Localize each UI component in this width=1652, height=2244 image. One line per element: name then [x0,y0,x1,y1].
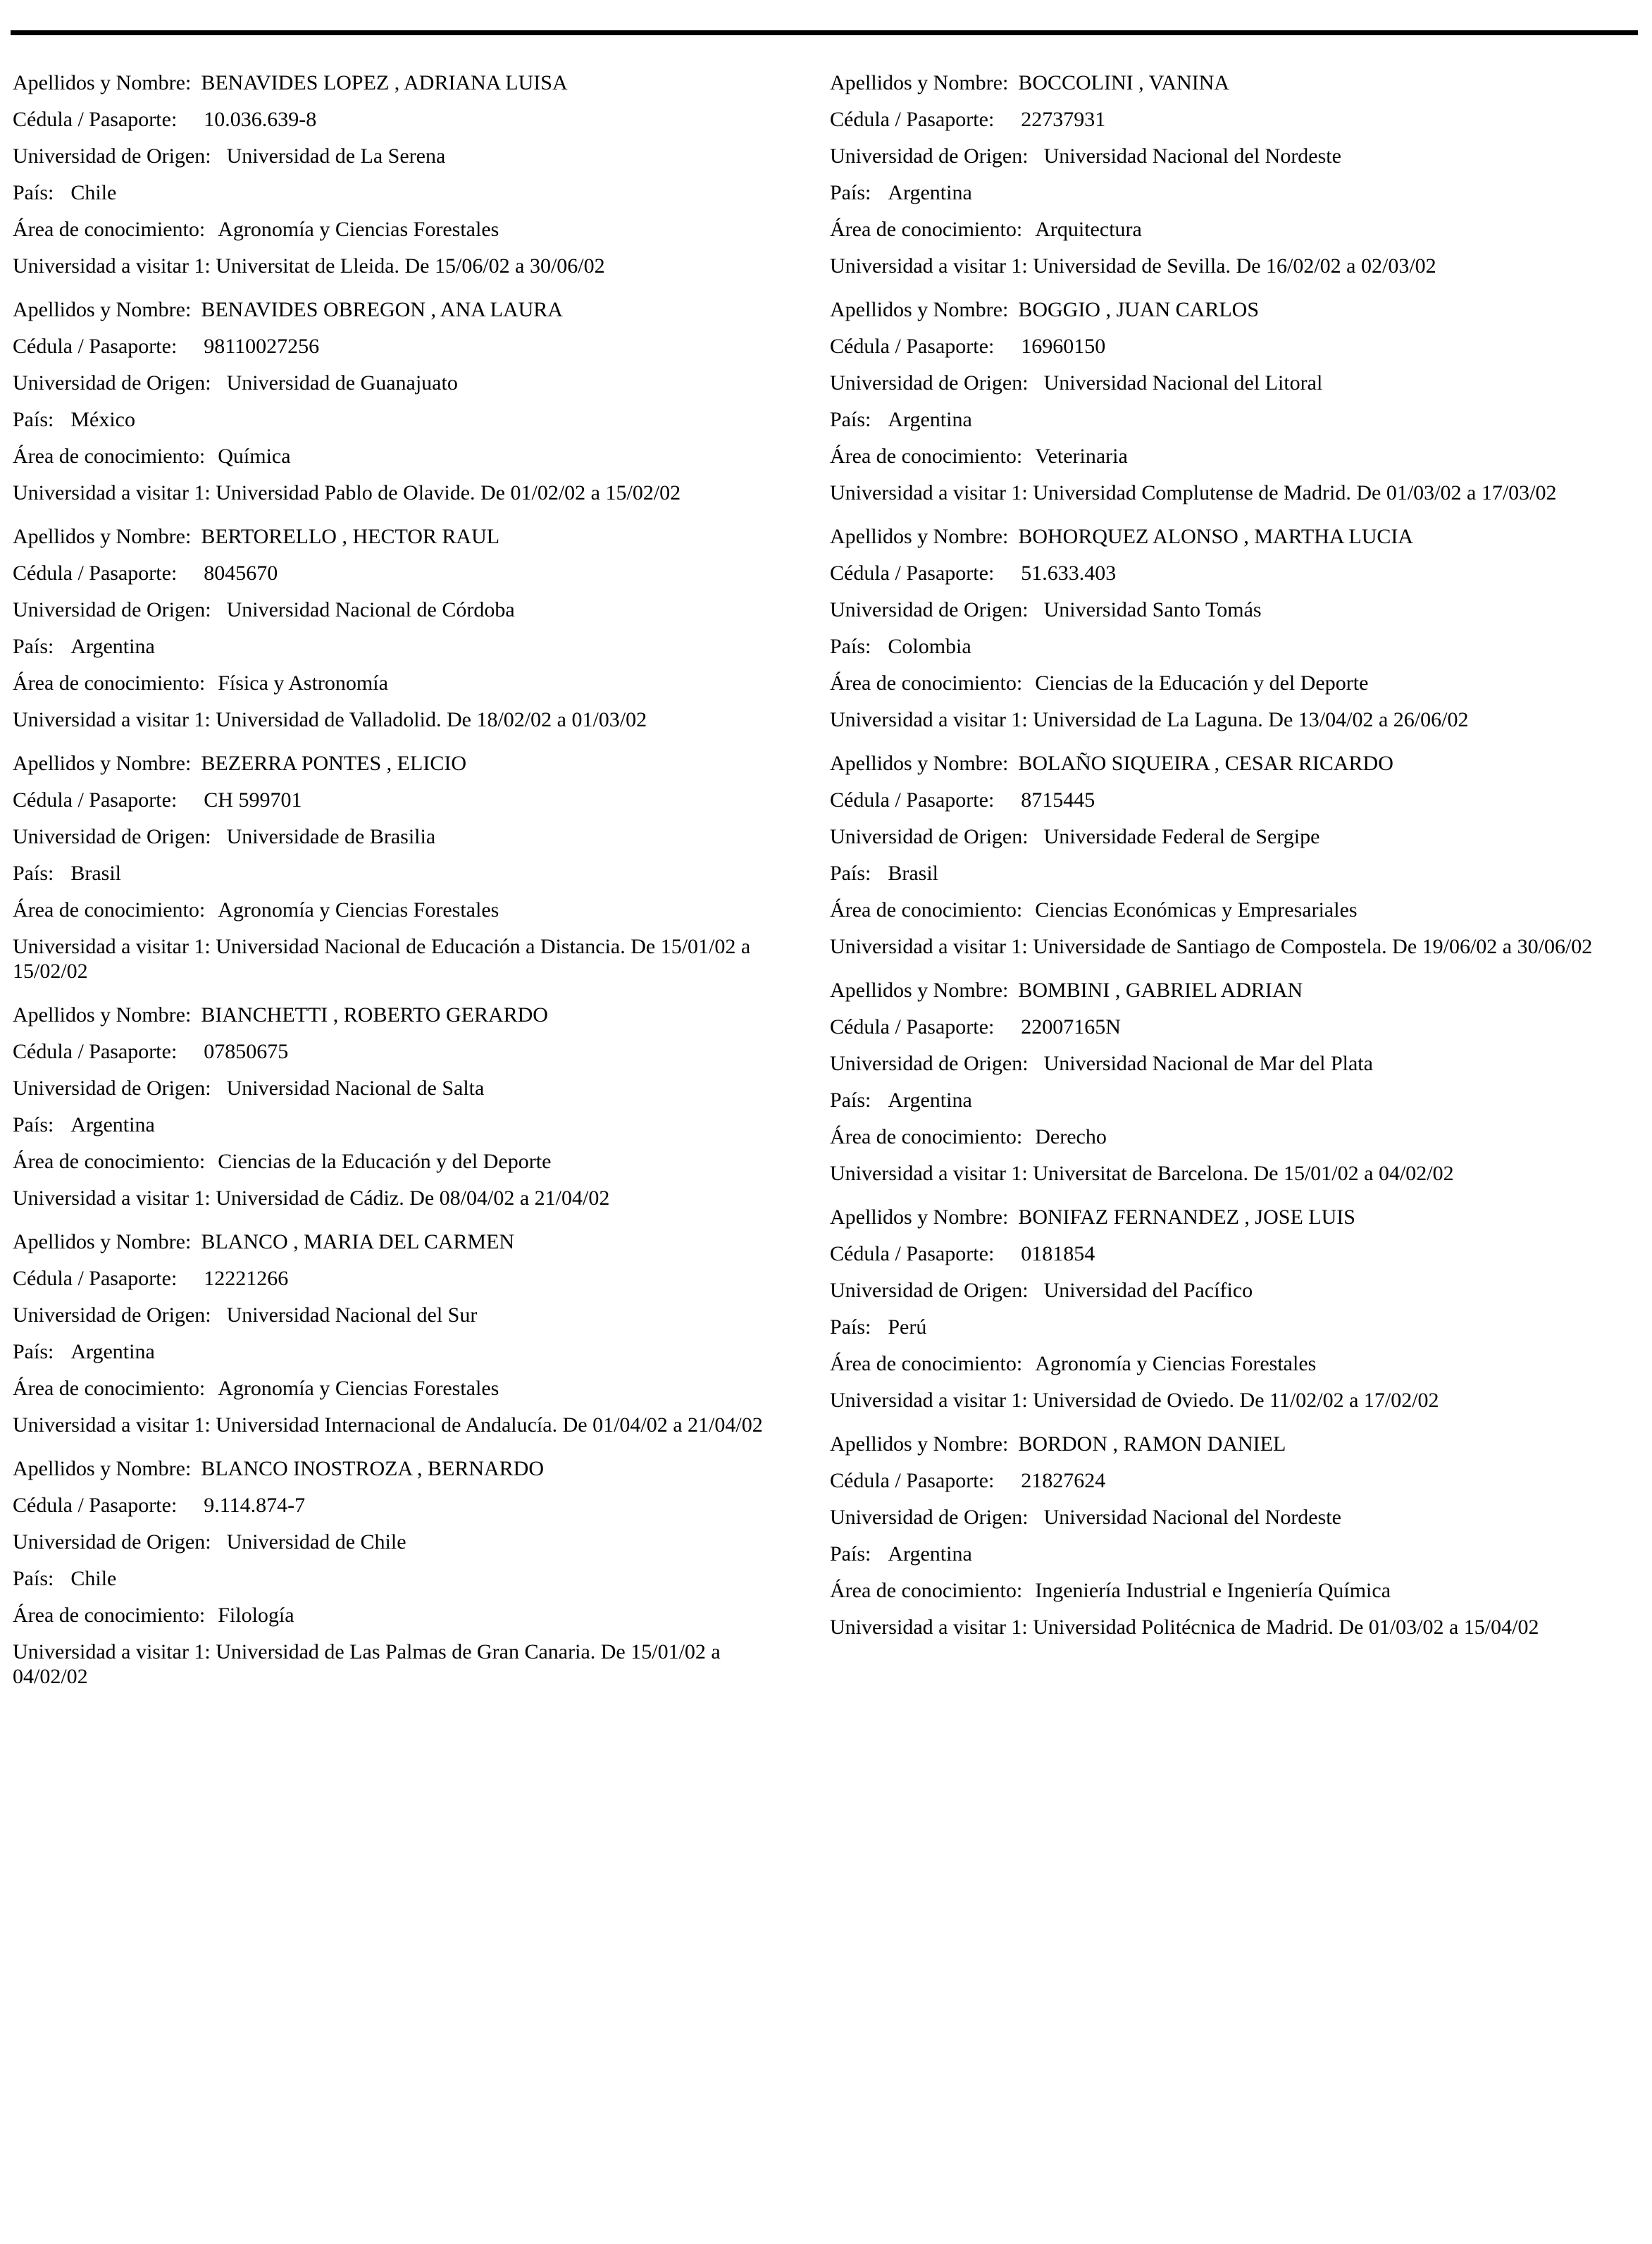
area-label: Área de conocimiento: [13,218,206,241]
origen-label: Universidad de Origen: [13,598,211,621]
area-label: Área de conocimiento: [830,671,1023,695]
pais-label: País: [830,1315,871,1339]
origen-label: Universidad de Origen: [13,144,211,168]
origen-value: Universidad de Chile [226,1530,406,1554]
area-row [13,1149,795,1174]
pais-value: Argentina [888,181,972,204]
origen-label: Universidad de Origen: [830,1279,1029,1302]
record [13,297,795,505]
nombre-label: Apellidos y Nombre: [13,525,192,548]
pais-value: Chile [70,181,117,204]
cedula-row [830,334,1612,359]
nombre-label: Apellidos y Nombre: [830,1432,1009,1456]
nombre-row [13,1456,795,1481]
cedula-label: Cédula / Pasaporte: [13,1494,178,1517]
origen-row [830,1505,1612,1530]
pais-label: País: [13,408,54,431]
nombre-label: Apellidos y Nombre: [830,525,1009,548]
visita-row: Universidad a visitar 1: Universidad Politécnica de Madrid. De 01/03/02 a 15/04/02 [830,1616,1539,1639]
nombre-label: Apellidos y Nombre: [13,1230,192,1253]
cedula-value: 12221266 [204,1267,289,1290]
record [13,524,795,732]
pais-row [830,1315,1612,1339]
nombre-row [13,524,795,549]
visita-row: Universidad a visitar 1: Universidade de Santiago de Compostela. De 19/06/02 a 30/06/02 [830,935,1593,958]
pais-row [830,634,1612,659]
origen-row [830,1051,1612,1076]
pais-label: País: [830,181,871,204]
cedula-label: Cédula / Pasaporte: [830,1015,995,1039]
origen-label: Universidad de Origen: [830,144,1029,168]
origen-row [830,144,1612,168]
origen-row [13,144,795,168]
nombre-label: Apellidos y Nombre: [830,298,1009,321]
area-label: Área de conocimiento: [830,445,1023,468]
origen-label: Universidad de Origen: [13,1077,211,1100]
cedula-label: Cédula / Pasaporte: [830,1242,995,1265]
origen-row [13,824,795,849]
nombre-label: Apellidos y Nombre: [13,71,192,94]
pais-value: Argentina [70,635,155,658]
origen-value: Universidade Federal de Sergipe [1043,825,1320,848]
area-row [830,217,1612,242]
cedula-value: 9.114.874-7 [204,1494,306,1517]
area-row [830,671,1612,695]
visita-row: Universidad a visitar 1: Universidad Complutense de Madrid. De 01/03/02 a 17/03/02 [830,481,1557,504]
nombre-value: BOGGIO , JUAN CARLOS [1018,298,1260,321]
cedula-value: 16960150 [1021,335,1106,358]
origen-label: Universidad de Origen: [830,1506,1029,1529]
nombre-label: Apellidos y Nombre: [13,1457,192,1480]
area-row [13,217,795,242]
pais-row [830,861,1612,886]
origen-value: Universidad Santo Tomás [1043,598,1262,621]
nombre-row [830,1205,1612,1229]
area-value: Ciencias de la Educación y del Deporte [1035,671,1369,695]
visita-row: Universidad a visitar 1: Universidad de Valladolid. De 18/02/02 a 01/03/02 [13,708,647,731]
record [830,978,1612,1186]
area-value: Ciencias Económicas y Empresariales [1035,898,1358,922]
cedula-value: 21827624 [1021,1469,1106,1492]
nombre-row [830,524,1612,549]
pais-row [13,634,795,659]
right-column [830,70,1612,1659]
origen-row [13,1530,795,1554]
nombre-row [830,751,1612,776]
area-label: Área de conocimiento: [13,1377,206,1400]
cedula-row [13,107,795,132]
visita-row: Universidad a visitar 1: Universidad de Sevilla. De 16/02/02 a 02/03/02 [830,254,1436,278]
origen-label: Universidad de Origen: [13,825,211,848]
record [13,70,795,278]
nombre-value: BLANCO INOSTROZA , BERNARDO [201,1457,545,1480]
cedula-label: Cédula / Pasaporte: [13,1267,178,1290]
cedula-value: 8045670 [204,562,278,585]
cedula-row [830,107,1612,132]
pais-label: País: [13,1340,54,1363]
area-row [830,444,1612,469]
nombre-value: BOHORQUEZ ALONSO , MARTHA LUCIA [1018,525,1414,548]
area-label: Área de conocimiento: [830,1352,1023,1375]
area-value: Ciencias de la Educación y del Deporte [218,1150,552,1173]
area-value: Agronomía y Ciencias Forestales [218,218,499,241]
cedula-row [830,561,1612,585]
nombre-label: Apellidos y Nombre: [830,979,1009,1002]
area-label: Área de conocimiento: [13,1604,206,1627]
origen-value: Universidad de La Serena [226,144,446,168]
nombre-label: Apellidos y Nombre: [13,752,192,775]
area-row [830,1124,1612,1149]
pais-row [830,180,1612,205]
nombre-value: BOMBINI , GABRIEL ADRIAN [1018,979,1303,1002]
nombre-row [830,978,1612,1003]
nombre-value: BENAVIDES LOPEZ , ADRIANA LUISA [201,71,568,94]
area-label: Área de conocimiento: [13,671,206,695]
cedula-row [830,1468,1612,1493]
area-row [13,1376,795,1401]
visita-row: Universidad a visitar 1: Universitat de Lleida. De 15/06/02 a 30/06/02 [13,254,605,278]
cedula-row [13,788,795,812]
visita-row: Universidad a visitar 1: Universitat de Barcelona. De 15/01/02 a 04/02/02 [830,1162,1454,1185]
cedula-row [830,1241,1612,1266]
cedula-label: Cédula / Pasaporte: [13,562,178,585]
area-row [13,671,795,695]
pais-row [830,1542,1612,1566]
area-row [830,898,1612,922]
origen-row [830,371,1612,395]
pais-value: Argentina [888,1089,972,1112]
origen-value: Universidad Nacional de Córdoba [226,598,515,621]
nombre-value: BOLAÑO SIQUEIRA , CESAR RICARDO [1018,752,1393,775]
nombre-value: BLANCO , MARIA DEL CARMEN [201,1230,515,1253]
pais-value: Perú [888,1315,927,1339]
cedula-row [13,1039,795,1064]
area-value: Veterinaria [1035,445,1128,468]
origen-row [13,597,795,622]
record [13,1456,795,1689]
nombre-row [13,1003,795,1027]
pais-value: Chile [70,1567,117,1590]
origen-row [13,371,795,395]
record [13,751,795,984]
origen-value: Universidade de Brasilia [226,825,436,848]
visita-row: Universidad a visitar 1: Universidad Nacional de Educación a Distancia. De 15/01/02 a 15/02/02 [13,935,751,983]
nombre-row [830,70,1612,95]
cedula-label: Cédula / Pasaporte: [830,562,995,585]
record [830,1432,1612,1639]
visita-row: Universidad a visitar 1: Universidad de La Laguna. De 13/04/02 a 26/06/02 [830,708,1469,731]
nombre-row [13,751,795,776]
cedula-row [830,1015,1612,1039]
visita-row: Universidad a visitar 1: Universidad de Oviedo. De 11/02/02 a 17/02/02 [830,1389,1439,1412]
origen-label: Universidad de Origen: [830,371,1029,395]
pais-label: País: [830,1089,871,1112]
record [830,1205,1612,1413]
record [830,751,1612,959]
record [830,297,1612,505]
nombre-value: BEZERRA PONTES , ELICIO [201,752,466,775]
pais-label: País: [13,181,54,204]
area-value: Agronomía y Ciencias Forestales [218,1377,499,1400]
pais-row [13,861,795,886]
origen-label: Universidad de Origen: [830,825,1029,848]
cedula-row [13,561,795,585]
area-label: Área de conocimiento: [13,1150,206,1173]
nombre-value: BONIFAZ FERNANDEZ , JOSE LUIS [1018,1205,1355,1229]
origen-row [13,1076,795,1101]
cedula-value: 10.036.639-8 [204,108,317,131]
cedula-label: Cédula / Pasaporte: [13,108,178,131]
origen-value: Universidad de Guanajuato [226,371,458,395]
area-label: Área de conocimiento: [830,1125,1023,1148]
area-label: Área de conocimiento: [13,898,206,922]
origen-label: Universidad de Origen: [13,371,211,395]
area-value: Física y Astronomía [218,671,388,695]
pais-label: País: [830,635,871,658]
area-value: Filología [218,1604,294,1627]
record [13,1003,795,1210]
pais-row [13,1112,795,1137]
pais-label: País: [13,1113,54,1136]
cedula-value: 22007165N [1021,1015,1121,1039]
pais-value: Argentina [70,1340,155,1363]
area-row [830,1351,1612,1376]
cedula-label: Cédula / Pasaporte: [830,335,995,358]
pais-row [13,407,795,432]
cedula-row [830,788,1612,812]
area-value: Ingeniería Industrial e Ingeniería Química [1035,1579,1391,1602]
nombre-row [830,297,1612,322]
pais-row [13,1566,795,1591]
nombre-value: BOCCOLINI , VANINA [1018,71,1230,94]
origen-value: Universidad Nacional de Mar del Plata [1043,1052,1373,1075]
origen-value: Universidad Nacional de Salta [226,1077,485,1100]
area-label: Área de conocimiento: [830,1579,1023,1602]
cedula-label: Cédula / Pasaporte: [830,1469,995,1492]
origen-row [830,824,1612,849]
pais-row [830,1088,1612,1112]
area-row [13,1603,795,1628]
origen-value: Universidad Nacional del Litoral [1043,371,1323,395]
area-value: Agronomía y Ciencias Forestales [1035,1352,1317,1375]
cedula-value: CH 599701 [204,788,302,812]
pais-value: Brasil [70,862,122,885]
area-value: Arquitectura [1035,218,1142,241]
cedula-value: 98110027256 [204,335,320,358]
top-rule [11,30,1638,35]
area-label: Área de conocimiento: [13,445,206,468]
pais-row [13,1339,795,1364]
record [830,70,1612,278]
cedula-label: Cédula / Pasaporte: [13,335,178,358]
origen-label: Universidad de Origen: [830,598,1029,621]
cedula-value: 22737931 [1021,108,1106,131]
nombre-row [13,70,795,95]
pais-label: País: [830,862,871,885]
origen-value: Universidad del Pacífico [1043,1279,1253,1302]
cedula-label: Cédula / Pasaporte: [830,788,995,812]
cedula-label: Cédula / Pasaporte: [830,108,995,131]
nombre-row [830,1432,1612,1456]
nombre-value: BERTORELLO , HECTOR RAUL [201,525,500,548]
cedula-value: 07850675 [204,1040,289,1063]
nombre-value: BENAVIDES OBREGON , ANA LAURA [201,298,563,321]
pais-row [830,407,1612,432]
cedula-label: Cédula / Pasaporte: [13,1040,178,1063]
origen-row [830,1278,1612,1303]
cedula-value: 8715445 [1021,788,1095,812]
nombre-label: Apellidos y Nombre: [13,1003,192,1027]
origen-label: Universidad de Origen: [830,1052,1029,1075]
origen-label: Universidad de Origen: [13,1303,211,1327]
visita-row: Universidad a visitar 1: Universidad Internacional de Andalucía. De 01/04/02 a 21/04/02 [13,1413,763,1437]
nombre-label: Apellidos y Nombre: [13,298,192,321]
pais-value: Argentina [888,1542,972,1566]
pais-value: México [70,408,135,431]
pais-label: País: [830,1542,871,1566]
cedula-row [13,1266,795,1291]
pais-value: Argentina [70,1113,155,1136]
area-row [13,444,795,469]
pais-label: País: [13,1567,54,1590]
area-row [830,1578,1612,1603]
pais-value: Argentina [888,408,972,431]
cedula-label: Cédula / Pasaporte: [13,788,178,812]
pais-value: Brasil [888,862,939,885]
area-label: Área de conocimiento: [830,898,1023,922]
area-label: Área de conocimiento: [830,218,1023,241]
pais-label: País: [13,862,54,885]
nombre-label: Apellidos y Nombre: [830,1205,1009,1229]
area-value: Agronomía y Ciencias Forestales [218,898,499,922]
nombre-label: Apellidos y Nombre: [830,71,1009,94]
visita-row: Universidad a visitar 1: Universidad de Las Palmas de Gran Canaria. De 15/01/02 a 04/02/02 [13,1640,721,1688]
origen-label: Universidad de Origen: [13,1530,211,1554]
pais-label: País: [13,635,54,658]
area-value: Química [218,445,291,468]
nombre-row [13,1229,795,1254]
origen-value: Universidad Nacional del Nordeste [1043,144,1341,168]
cedula-value: 51.633.403 [1021,562,1117,585]
nombre-label: Apellidos y Nombre: [830,752,1009,775]
nombre-row [13,297,795,322]
cedula-row [13,1493,795,1518]
nombre-value: BIANCHETTI , ROBERTO GERARDO [201,1003,548,1027]
cedula-row [13,334,795,359]
visita-row: Universidad a visitar 1: Universidad Pablo de Olavide. De 01/02/02 a 15/02/02 [13,481,681,504]
cedula-value: 0181854 [1021,1242,1095,1265]
area-value: Derecho [1035,1125,1107,1148]
record [13,1229,795,1437]
origen-row [13,1303,795,1327]
area-row [13,898,795,922]
origen-row [830,597,1612,622]
origen-value: Universidad Nacional del Sur [226,1303,478,1327]
left-column [13,70,795,1708]
visita-row: Universidad a visitar 1: Universidad de Cádiz. De 08/04/02 a 21/04/02 [13,1186,610,1210]
pais-value: Colombia [888,635,971,658]
record [830,524,1612,732]
pais-label: País: [830,408,871,431]
pais-row [13,180,795,205]
origen-value: Universidad Nacional del Nordeste [1043,1506,1341,1529]
nombre-value: BORDON , RAMON DANIEL [1018,1432,1286,1456]
